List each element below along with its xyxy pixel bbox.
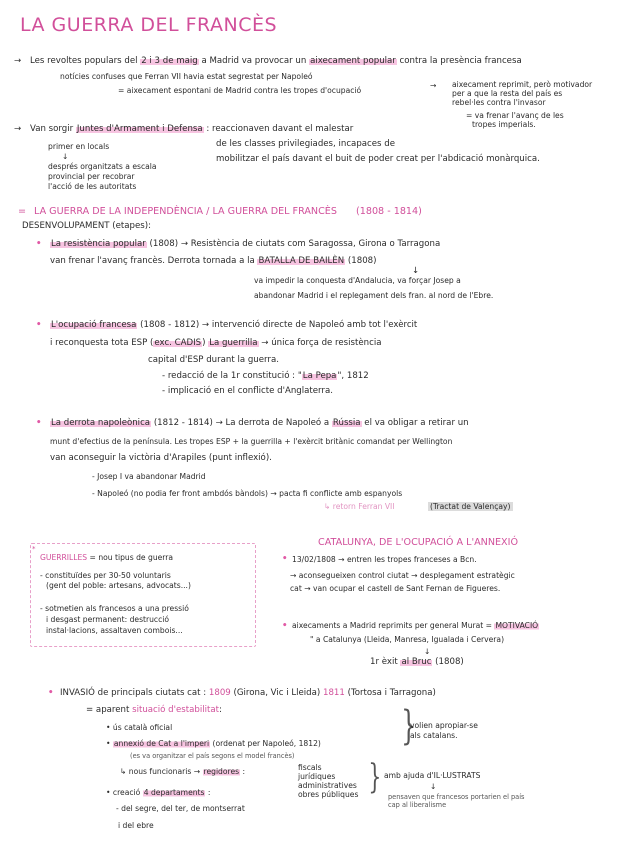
- stage3-name: La derrota napoleònica: [51, 418, 151, 428]
- guerrilles-line-4: i desgast permanent: destrucció: [46, 615, 170, 624]
- stage3-return: ↳ retorn Ferran VII: [324, 502, 395, 511]
- juntes-aside-3: provincial per recobrar: [48, 172, 135, 181]
- intro-text-a: Les revoltes populars del: [30, 56, 141, 66]
- annexio-text: (ordenat per Napoleó, 1812): [210, 739, 321, 748]
- section1-eq: =: [18, 206, 27, 217]
- stage3-desc-d: el va obligar a retirar un: [361, 418, 469, 428]
- juntes-line-3: mobilitzar el país davant el buit de poder creat per l'abdicació monàrquica.: [216, 154, 540, 164]
- intro-right-4: = va frenar l'avanç de les: [466, 111, 564, 120]
- intro-right-1: aixecament reprimit, però motivador: [452, 80, 593, 89]
- development-heading: DESENVOLUPAMENT (etapes):: [22, 221, 152, 231]
- departaments-highlight: 4 departaments: [143, 788, 205, 797]
- intro-uprising-highlight: aixecament popular: [310, 56, 396, 66]
- catalunya-line-1: 13/02/1808 → entren les tropes franceses a Bcn.: [292, 555, 477, 564]
- la-pepa-highlight: La Pepa: [302, 371, 337, 381]
- bruc-highlight: al Bruc: [401, 657, 432, 667]
- stage1-year: (1808): [149, 239, 179, 249]
- departaments-colon: :: [205, 788, 211, 797]
- intro-line-3: = aixecament espontani de Madrid contra les tropes d'ocupació: [118, 86, 362, 95]
- intro-text-e: contra la presència francesa: [396, 56, 522, 66]
- juntes-aside-1: primer en locals: [48, 142, 110, 151]
- stage1-line-2: [50, 256, 376, 267]
- stage1-text-c: (1808): [345, 256, 377, 266]
- stage2-bullet: •: [36, 320, 42, 330]
- invasio-item-3: [120, 766, 245, 777]
- stage3-desc-a: → La derrota de Napoleó a: [215, 418, 332, 428]
- stage3-line-2: munt d'efectius de la península. Les tropes ESP + la guerrilla + l'exèrcit britànic comandat per Wellington: [50, 437, 453, 446]
- stage2-text-e: → única força de resistència: [258, 338, 382, 348]
- stage3-year: (1812 - 1814): [153, 418, 213, 428]
- stage1-text-a: van frenar l'avanç francès. Derrota tornada a la: [50, 256, 258, 266]
- intro-right-2: per a que la resta del país es: [452, 89, 563, 98]
- stage2-line-5: - implicació en el conflicte d'Anglaterra.: [162, 386, 333, 396]
- catalunya-title: CATALUNYA, DE L'OCUPACIÓ A L'ANNEXIÓ: [318, 537, 519, 548]
- departaments-line-1: - del segre, del ter, de montserrat: [116, 804, 245, 813]
- stage2-year: (1808 - 1812): [140, 320, 200, 330]
- stage2-name: L'ocupació francesa: [51, 320, 137, 330]
- departaments-line-2: i del ebre: [118, 821, 154, 830]
- juntes-line-2: de les classes privilegiades, incapaces de: [216, 139, 396, 149]
- invasio-item-2: [106, 738, 321, 749]
- motivacio-highlight: MOTIVACIÓ: [495, 621, 539, 630]
- stage2-text-a: i reconquesta tota ESP (: [50, 338, 154, 348]
- stage2-const-c: ", 1812: [337, 371, 369, 381]
- stage2-line-1: [50, 320, 417, 331]
- catalunya-murat-text: aixecaments a Madrid reprimits per general Murat =: [292, 621, 495, 630]
- catalunya-down-arrow: ↓: [424, 647, 431, 656]
- guerrilles-title: GUERRILLES: [40, 553, 88, 562]
- invasio-colon: :: [219, 705, 222, 715]
- stage2-const-a: - redacció de la 1r constitució : ": [162, 371, 302, 381]
- section1-years: (1808 - 1814): [356, 206, 422, 217]
- stage2-text-c: ): [202, 338, 209, 348]
- stage1-bullet: •: [36, 239, 42, 249]
- intro-text-c: a Madrid va provocar un: [198, 56, 310, 66]
- bruc-text-c: (1808): [432, 657, 464, 667]
- stage3-treaty: [428, 501, 513, 512]
- stage3-line-4: - Josep I va abandonar Madrid: [92, 472, 206, 481]
- bruc-text-a: 1r èxit: [370, 657, 401, 667]
- cadis-highlight: exc. CADIS: [154, 338, 202, 348]
- ilustrats-arrow: ↓: [430, 782, 437, 791]
- invasio-stability-label: situació d'estabilitat: [132, 705, 219, 715]
- intro-right-5: tropes imperials.: [472, 120, 536, 129]
- juntes-arrow: →: [14, 124, 22, 134]
- invasio-year-1811: 1811: [323, 688, 345, 698]
- juntes-line-1: [30, 124, 353, 135]
- regidores-colon: :: [240, 767, 246, 776]
- intro-arrow: →: [14, 56, 22, 66]
- reg-item-1: fiscals: [298, 763, 322, 772]
- stage2-line-4: [162, 371, 369, 382]
- catalunya-line-6: [370, 657, 464, 668]
- guerrilles-star: *: [32, 545, 36, 553]
- juntes-aside-4: l'acció de les autoritats: [48, 182, 137, 191]
- guerrilles-line-1: - constituïdes per 30-50 voluntaris: [40, 571, 171, 580]
- invasio-text-a: INVASIÓ de principals ciutats cat :: [60, 688, 209, 698]
- juntes-highlight: Juntes d'Armament i Defensa: [76, 124, 203, 134]
- funcionaris-text: ↳ nous funcionaris →: [120, 767, 203, 776]
- catalunya-line-5: " a Catalunya (Lleida, Manresa, Igualada i Cervera): [310, 635, 505, 644]
- guerrilles-def: = nou tipus de guerra: [87, 553, 174, 562]
- stage3-line-1: [50, 418, 469, 429]
- stage1-line-1: [50, 239, 440, 250]
- stage1-line-3: va impedir la conquesta d'Andalucia, va forçar Josep a: [254, 276, 461, 285]
- guerrilles-line-5: instal·lacions, assaltaven combois...: [46, 626, 183, 635]
- ilustrats-note-1: pensaven que francesos portarien el país: [388, 793, 525, 801]
- stage1-name: La resistència popular: [51, 239, 146, 249]
- page-title: LA GUERRA DEL FRANCÈS: [20, 14, 278, 36]
- section1-title: LA GUERRA DE LA INDEPENDÈNCIA / LA GUERRA DEL FRANCÈS: [34, 206, 337, 217]
- invasio-item-4: [106, 787, 210, 798]
- reg-item-3: administratives: [298, 781, 357, 790]
- valencay-highlight: (Tractat de Valençay): [430, 502, 511, 511]
- stage1-down-arrow: ↓: [412, 266, 420, 276]
- guerrilla-highlight: La guerrilla: [209, 338, 258, 348]
- invasio-eq: = aparent: [86, 705, 133, 715]
- brace-note-1: volien apropiar-se: [410, 721, 478, 730]
- catalunya-line-3: cat → van ocupar el castell de Sant Fernan de Figueres.: [290, 584, 501, 593]
- juntes-text-c: : reaccionaven davant el malestar: [203, 124, 354, 134]
- intro-right-arrow: →: [430, 81, 437, 90]
- stage3-bullet: •: [36, 418, 42, 428]
- ilustrats-line: amb ajuda d'IL·LUSTRATS: [384, 771, 481, 780]
- stage2-line-3: capital d'ESP durant la guerra.: [148, 355, 279, 365]
- catalunya-bullet-2: •: [282, 621, 288, 631]
- invasio-item-1: • ús català oficial: [106, 723, 173, 732]
- guerrilles-line-3: - sotmetien als francesos a una pressió: [40, 604, 189, 613]
- invasio-item-2-sub: (es va organitzar el país segons el model francès): [130, 752, 295, 760]
- catalunya-line-4: [292, 620, 539, 631]
- stage2-line-2: [50, 338, 382, 349]
- invasio-year-1809: 1809: [208, 688, 231, 698]
- brace-note-2: als catalans.: [410, 731, 458, 740]
- invasio-text-c: (Tortosa i Tarragona): [344, 688, 436, 698]
- intro-line-1: [30, 56, 522, 67]
- stage2-desc: → intervenció directe de Napoleó amb tot l'exèrcit: [201, 320, 418, 330]
- intro-date-highlight: 2 i 3 de maig: [141, 56, 198, 66]
- invasio-bullet: •: [48, 688, 54, 698]
- juntes-text-a: Van sorgir: [30, 124, 76, 134]
- reg-item-4: obres públiques: [298, 790, 359, 799]
- catalunya-bullet-1: •: [282, 554, 288, 564]
- juntes-aside-arrow: ↓: [62, 152, 69, 161]
- regidores-highlight: regidores: [203, 767, 240, 776]
- brace-right-top: }: [401, 703, 417, 749]
- guerrilles-line-2: (gent del poble: artesans, advocats...): [46, 581, 191, 590]
- intro-line-2: notícies confuses que Ferran VII havia estat segrestat per Napoleó: [60, 72, 313, 81]
- invasio-stability: [86, 705, 222, 716]
- stage3-line-3: van aconseguir la victòria d'Arapiles (punt inflexió).: [50, 453, 272, 463]
- annexio-highlight: annexió de Cat a l'imperi: [113, 739, 210, 748]
- stage1-desc: → Resistència de ciutats com Saragossa, Girona o Tarragona: [180, 239, 441, 249]
- intro-right-3: rebel·les contra l'invasor: [452, 98, 546, 107]
- invasio-line-1: [60, 688, 436, 699]
- guerrilles-heading: [40, 552, 173, 563]
- creacio-text: • creació: [106, 788, 143, 797]
- juntes-aside-2: després organitzats a escala: [48, 162, 157, 171]
- brace-right-bottom: }: [368, 757, 382, 797]
- russia-highlight: Rússia: [332, 418, 361, 428]
- bailen-highlight: BATALLA DE BAILÈN: [258, 256, 345, 266]
- reg-item-2: jurídiques: [298, 772, 336, 781]
- catalunya-line-2: → aconsegueixen control ciutat → desplegament estratègic: [290, 571, 515, 580]
- ilustrats-note-2: cap al liberalisme: [388, 801, 447, 809]
- invasio-text-b: (Girona, Vic i Lleida): [230, 688, 323, 698]
- annexio-bullet: •: [106, 739, 113, 748]
- stage1-line-4: abandonar Madrid i el replegament dels fran. al nord de l'Ebre.: [254, 291, 494, 300]
- stage3-line-5: - Napoleó (no podia fer front ambdós bàndols) → pacta fi conflicte amb espanyols: [92, 489, 403, 498]
